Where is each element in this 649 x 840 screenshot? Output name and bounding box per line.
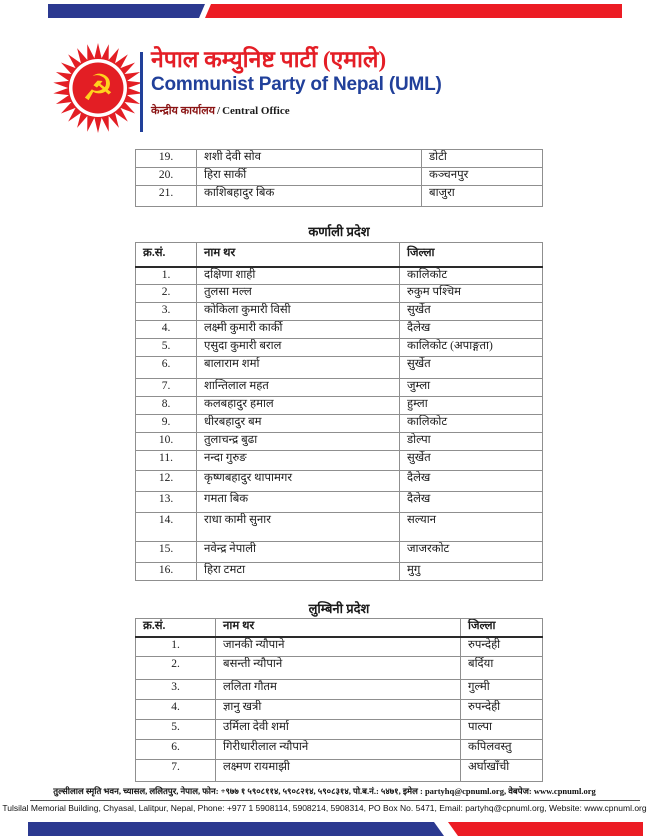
serial-cell: 6. — [136, 357, 197, 379]
serial-cell: 6. — [136, 740, 216, 760]
table-row — [136, 700, 543, 720]
district-cell: सल्यान — [400, 513, 543, 542]
district-cell: रुपन्देही — [461, 700, 543, 720]
table-row — [136, 637, 543, 657]
district-cell: पाल्पा — [461, 720, 543, 740]
table-row — [136, 760, 543, 782]
column-header: क्र.सं. — [136, 619, 216, 637]
document-body — [135, 149, 543, 782]
serial-cell: 3. — [136, 680, 216, 700]
serial-cell: 13. — [136, 492, 197, 513]
serial-cell: 2. — [136, 285, 197, 303]
top-ribbon-red-segment — [205, 4, 622, 18]
district-cell: डोटी — [422, 150, 543, 168]
table-row — [136, 267, 543, 285]
district-cell: जुम्ला — [400, 379, 543, 397]
table-row — [136, 150, 543, 168]
column-header: जिल्ला — [461, 619, 543, 637]
section-title-karnali: कर्णाली प्रदेश — [308, 224, 370, 239]
bottom-ribbon — [0, 822, 649, 836]
top-ribbon-blue-segment — [48, 4, 205, 18]
serial-cell: 5. — [136, 339, 197, 357]
column-header: जिल्ला — [400, 243, 543, 267]
name-cell: गमता बिक — [197, 492, 400, 513]
office-label-separator: / — [217, 105, 221, 117]
name-cell: ज्ञानु खत्री — [216, 700, 461, 720]
central-office-line — [151, 103, 290, 118]
name-cell: लक्ष्मी कुमारी कार्की — [197, 321, 400, 339]
name-cell: तुलाचन्द्र बुढा — [197, 433, 400, 451]
district-cell: सुर्खेत — [400, 451, 543, 471]
table-row — [136, 471, 543, 492]
name-cell: एसुदा कुमारी बराल — [197, 339, 400, 357]
table-row — [136, 168, 543, 186]
table-row — [136, 397, 543, 415]
table-row — [136, 451, 543, 471]
table-row — [136, 542, 543, 563]
table-row — [136, 186, 543, 207]
footer-divider-line — [30, 800, 640, 801]
name-cell: शशी देवी सोव — [197, 150, 422, 168]
district-cell: दैलेख — [400, 471, 543, 492]
district-cell: अर्घाखाँची — [461, 760, 543, 782]
name-cell: हिरा टमटा — [197, 563, 400, 581]
footer-address-nepali: तुल्सीलाल स्मृति भवन, च्यासल, ललितपुर, नेपाल, फोन: +९७७ १ ५९०८११४, ५९०८२१४, ५९०८३१४, पो.ब.नं.: ५४७१, इमेल : partyhq@cpnuml.org, वेबपेज: www.cpnuml.org — [53, 786, 596, 796]
table-row — [136, 321, 543, 339]
data-table — [135, 149, 543, 207]
column-header: क्र.सं. — [136, 243, 197, 267]
name-cell: नन्दा गुरुङ — [197, 451, 400, 471]
district-cell: कालिकोट (अपाङ्गता) — [400, 339, 543, 357]
data-table — [135, 618, 543, 782]
table-header-row — [136, 619, 543, 637]
table-row — [136, 563, 543, 581]
table-header-row — [136, 243, 543, 267]
name-cell: बालाराम शर्मा — [197, 357, 400, 379]
name-cell: ललिता गौतम — [216, 680, 461, 700]
district-cell: हुम्ला — [400, 397, 543, 415]
name-cell: धीरबहादुर बम — [197, 415, 400, 433]
serial-cell: 15. — [136, 542, 197, 563]
district-cell: मुगु — [400, 563, 543, 581]
party-name-nepali: नेपाल कम्युनिष्ट पार्टी (एमाले) — [151, 47, 387, 72]
name-cell: कोकिला कुमारी विसी — [197, 303, 400, 321]
name-cell: कृष्णबहादुर थापामगर — [197, 471, 400, 492]
name-cell: जानकी न्यौपाने — [216, 637, 461, 657]
serial-cell: 10. — [136, 433, 197, 451]
serial-cell: 11. — [136, 451, 197, 471]
district-cell: कञ्चनपुर — [422, 168, 543, 186]
name-cell: काशिबहादुर बिक — [197, 186, 422, 207]
section-title-lumbini: लुम्बिनी प्रदेश — [308, 601, 370, 616]
serial-cell: 21. — [136, 186, 197, 207]
serial-cell: 20. — [136, 168, 197, 186]
serial-cell: 8. — [136, 397, 197, 415]
district-cell: रुपन्देही — [461, 637, 543, 657]
name-cell: लक्ष्मण रायमाझी — [216, 760, 461, 782]
bottom-ribbon-red-segment — [448, 822, 643, 836]
serial-cell: 4. — [136, 321, 197, 339]
name-cell: उर्मिला देवी शर्मा — [216, 720, 461, 740]
serial-cell: 1. — [136, 637, 216, 657]
district-cell: डोल्पा — [400, 433, 543, 451]
district-cell: बाजुरा — [422, 186, 543, 207]
name-cell: तुलसा मल्ल — [197, 285, 400, 303]
column-header: नाम थर — [216, 619, 461, 637]
district-cell: दैलेख — [400, 321, 543, 339]
serial-cell: 4. — [136, 700, 216, 720]
serial-cell: 7. — [136, 379, 197, 397]
district-cell: सुर्खेत — [400, 303, 543, 321]
table-row — [136, 339, 543, 357]
table-row — [136, 680, 543, 700]
district-cell: गुल्मी — [461, 680, 543, 700]
table-row — [136, 720, 543, 740]
serial-cell: 12. — [136, 471, 197, 492]
district-cell: कालिकोट — [400, 415, 543, 433]
column-header: नाम थर — [197, 243, 400, 267]
header-divider-line — [140, 52, 143, 132]
table-row — [136, 657, 543, 680]
serial-cell: 2. — [136, 657, 216, 680]
bottom-ribbon-blue-segment — [28, 822, 444, 836]
party-emblem-logo — [53, 43, 143, 133]
name-cell: नवेन्द्र नेपाली — [197, 542, 400, 563]
serial-cell: 9. — [136, 415, 197, 433]
district-cell: जाजरकोट — [400, 542, 543, 563]
table-row — [136, 513, 543, 542]
office-label-nepali: केन्द्रीय कार्यालय — [151, 105, 216, 117]
table-row — [136, 415, 543, 433]
serial-cell: 3. — [136, 303, 197, 321]
name-cell: दक्षिणा शाही — [197, 267, 400, 285]
district-cell: कपिलवस्तु — [461, 740, 543, 760]
name-cell: हिरा सार्की — [197, 168, 422, 186]
office-label-english: Central Office — [222, 105, 290, 117]
district-cell: सुर्खेत — [400, 357, 543, 379]
top-ribbon — [0, 4, 649, 18]
serial-cell: 16. — [136, 563, 197, 581]
table-row — [136, 285, 543, 303]
svg-text:☭: ☭ — [81, 68, 115, 109]
name-cell: गिरीधारीलाल न्यौपाने — [216, 740, 461, 760]
district-cell: रुकुम पश्चिम — [400, 285, 543, 303]
name-cell: शान्तिलाल महत — [197, 379, 400, 397]
footer-address-english: Tulsilal Memorial Building, Chyasal, Lalitpur, Nepal, Phone: +977 1 5908114, 5908214, 5908314, PO Box No. 5471, Email: partyhq@cpnuml.org, Website: www.cpnuml.org — [2, 803, 647, 813]
table-row — [136, 492, 543, 513]
table-row — [136, 303, 543, 321]
serial-cell: 19. — [136, 150, 197, 168]
serial-cell: 7. — [136, 760, 216, 782]
table-row — [136, 379, 543, 397]
serial-cell: 5. — [136, 720, 216, 740]
district-cell: बर्दिया — [461, 657, 543, 680]
table-row — [136, 433, 543, 451]
name-cell: बसन्ती न्यौपाने — [216, 657, 461, 680]
party-name-english: Communist Party of Nepal (UML) — [151, 74, 442, 95]
district-cell: कालिकोट — [400, 267, 543, 285]
serial-cell: 1. — [136, 267, 197, 285]
hammer-and-sickle-star-icon — [53, 43, 143, 133]
name-cell: कलबहादुर हमाल — [197, 397, 400, 415]
table-row — [136, 357, 543, 379]
serial-cell: 14. — [136, 513, 197, 542]
district-cell: दैलेख — [400, 492, 543, 513]
data-table — [135, 242, 543, 581]
name-cell: राधा कामी सुनार — [197, 513, 400, 542]
table-row — [136, 740, 543, 760]
